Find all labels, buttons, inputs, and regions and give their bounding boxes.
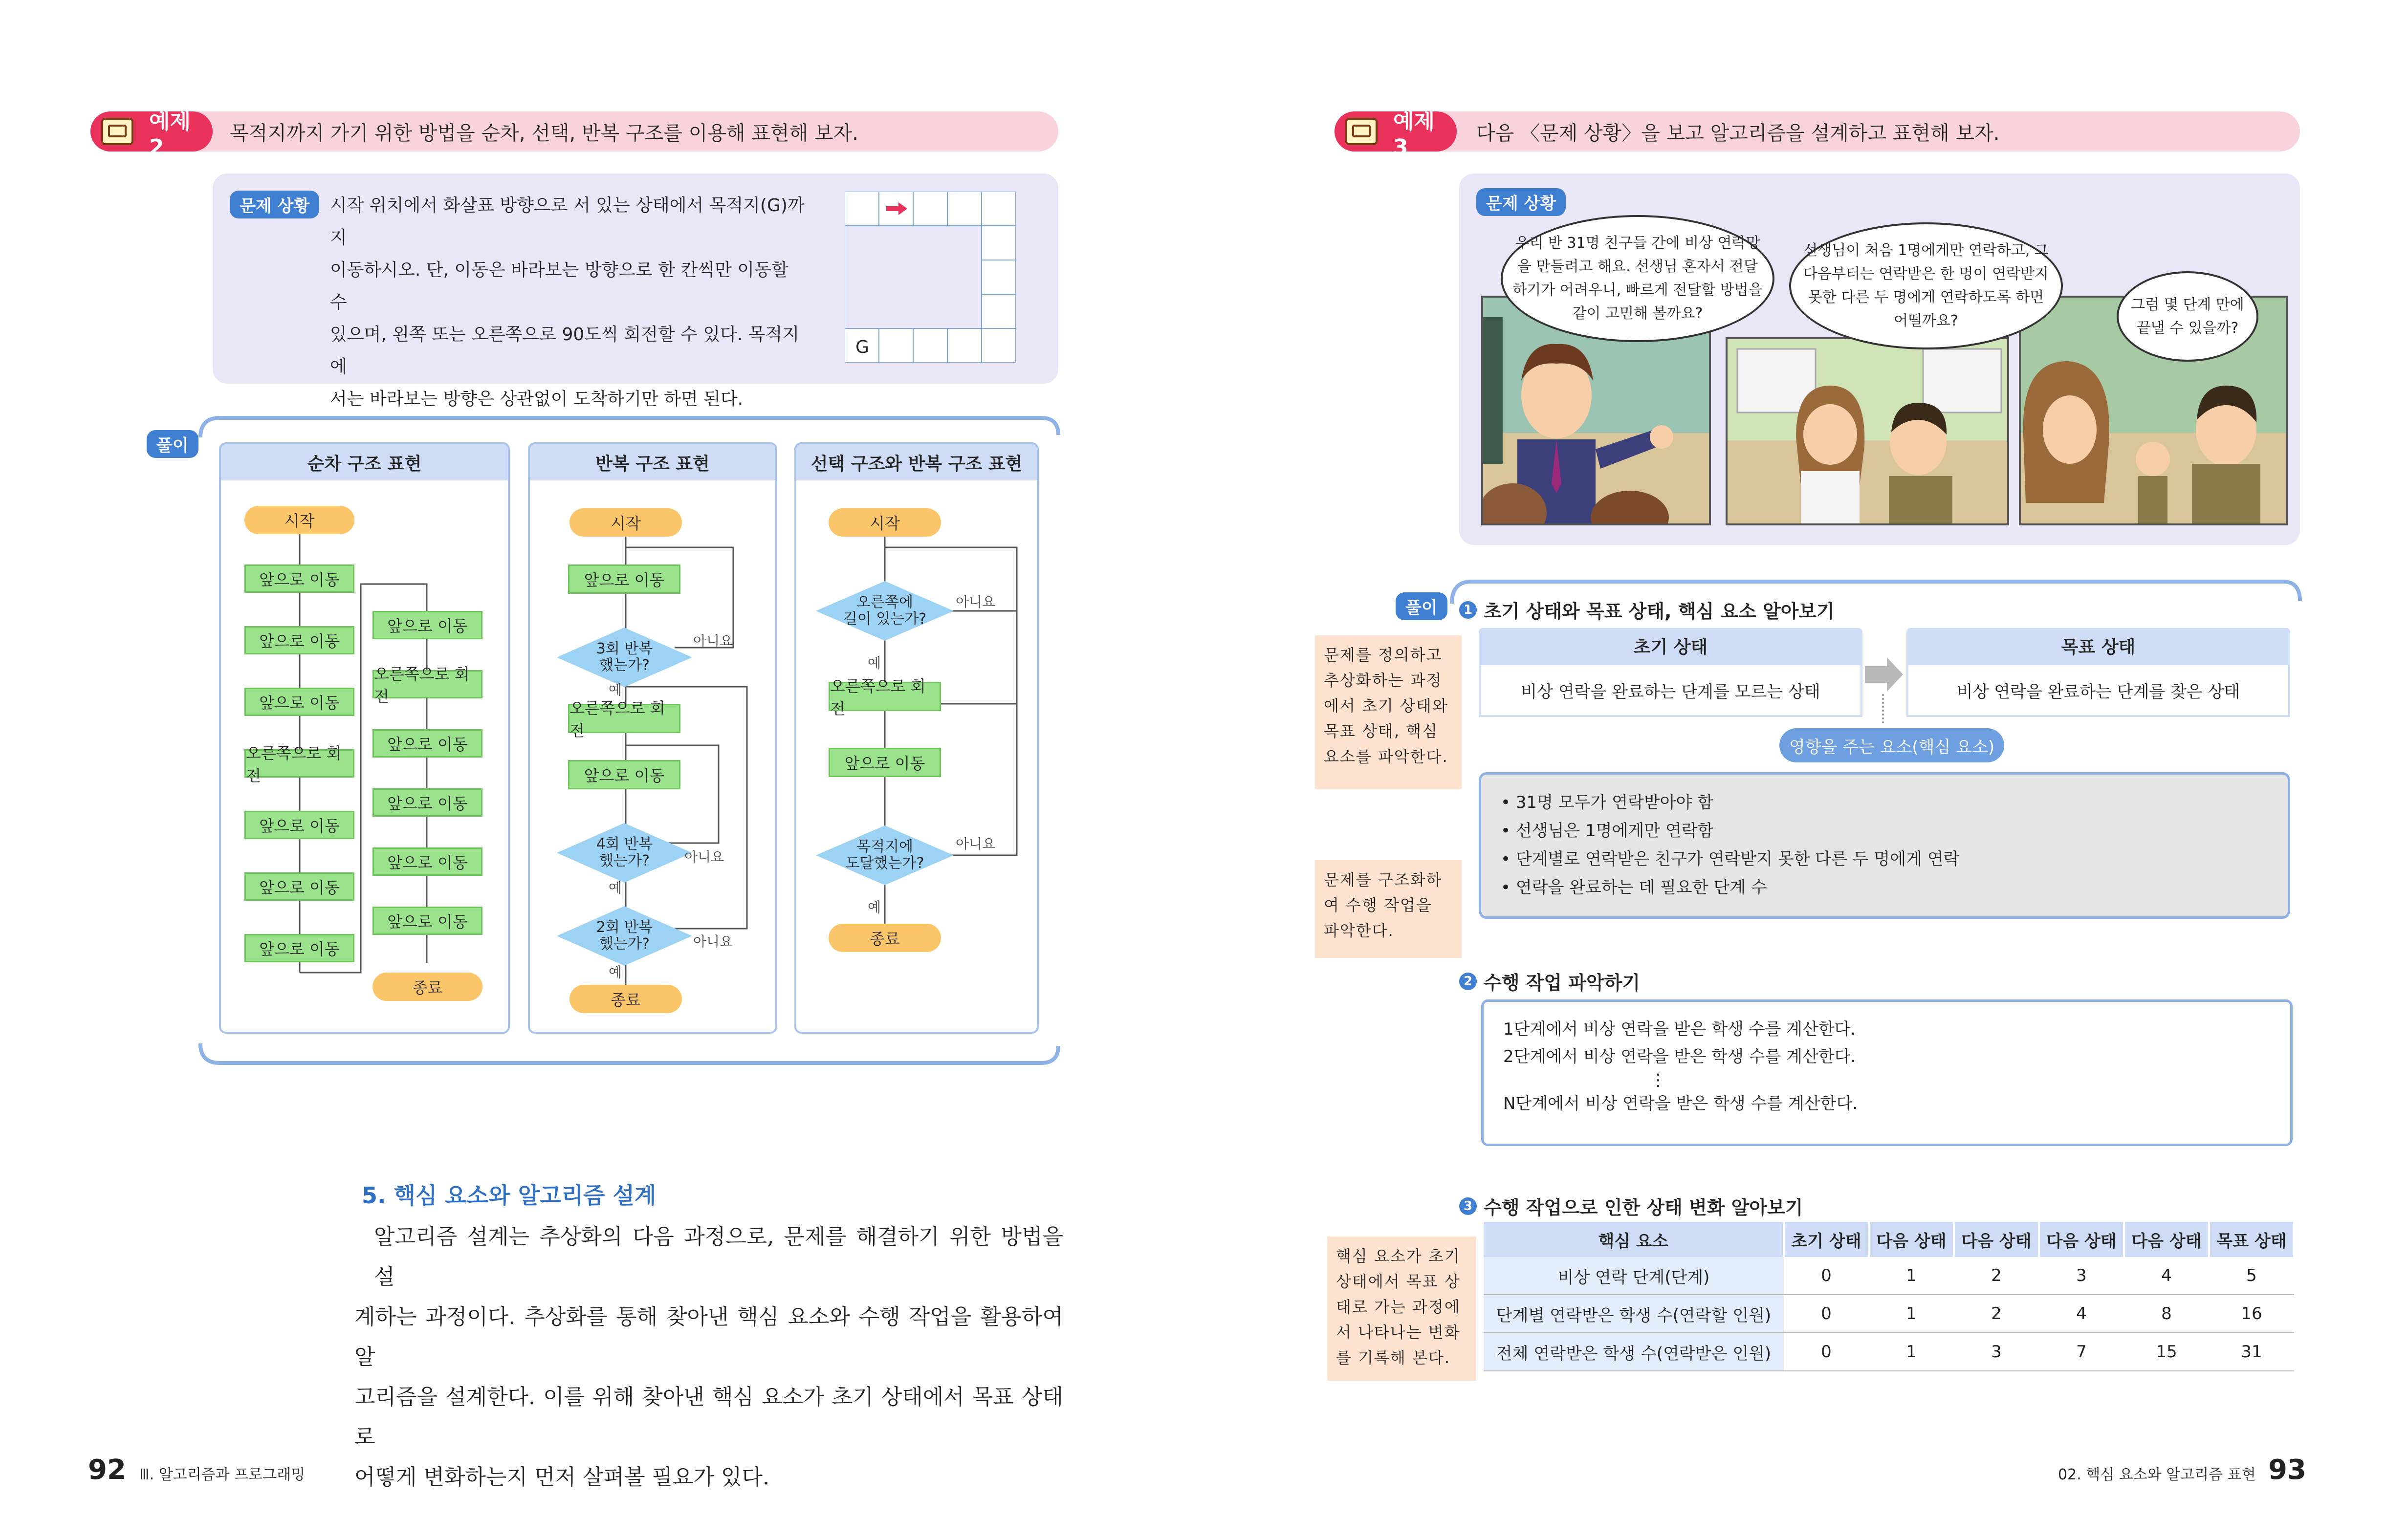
- speech-bubble-question: 그럼 몇 단계 만에 끝낼 수 있을까?: [2117, 271, 2258, 362]
- problem-line: 서는 바라보는 방향은 상관없이 도착하기만 하면 된다.: [330, 389, 744, 409]
- core-item: • 연락을 완료하는 데 필요한 단계 수: [1501, 878, 1767, 897]
- right-page-number: 93: [2268, 1454, 2306, 1486]
- example2-title: 목적지까지 가기 위한 방법을 순차, 선택, 반복 구조를 이용해 표현해 보자.: [230, 122, 858, 145]
- selrep-forward: 앞으로 이동: [829, 748, 941, 777]
- rep-no-3: 아니요: [693, 933, 733, 950]
- table-cell: 2: [1954, 1257, 2039, 1295]
- selrep-yes-2: 예: [868, 899, 881, 915]
- seq-step: 앞으로 이동: [244, 688, 354, 716]
- table-row: [1484, 1295, 2294, 1333]
- table-cell: 0: [1784, 1333, 1869, 1371]
- example-book-icon: [1345, 118, 1378, 145]
- seq-step: 오른쪽으로 회전: [372, 670, 482, 698]
- rep-no-1: 아니요: [693, 633, 733, 649]
- problem-line: 이동하시오. 단, 이동은 바라보는 방향으로 한 칸씩만 이동할 수: [330, 260, 788, 312]
- maze-goal-label: G: [855, 337, 869, 357]
- problem-tag-right: 문제 상황: [1476, 188, 1566, 216]
- core-item: • 선생님은 1명에게만 연락함: [1501, 821, 1714, 841]
- rep-decision-4: [555, 821, 694, 885]
- core-elements-tag: 영향을 주는 요소(핵심 요소): [1779, 728, 2004, 762]
- state-table-header-row: [1484, 1222, 2294, 1257]
- section5-line: 계하는 과정이다. 추상화를 통해 찾아낸 핵심 요소와 수행 작업을 활용하여 알: [354, 1304, 1063, 1369]
- students-illustration: [1728, 339, 2009, 525]
- table-cell: 1: [1869, 1295, 1954, 1333]
- problem-line: 있으며, 왼쪽 또는 오른쪽으로 90도씩 회전할 수 있다. 목적지에: [330, 325, 800, 377]
- step3-number: 3: [1459, 1197, 1477, 1215]
- step1-note: 문제를 정의하고 추상화하는 과정에서 초기 상태와 목표 상태, 핵심 요소를 파악한다.: [1315, 635, 1462, 789]
- rep-yes-2: 예: [609, 880, 622, 896]
- section5-line: 알고리즘 설계는 추상화의 다음 과정으로, 문제를 해결하기 위한 방법을 설: [374, 1224, 1063, 1289]
- table-cell: 4: [2039, 1295, 2124, 1333]
- seq-start: 시작: [244, 506, 354, 534]
- table-cell: 4: [2124, 1257, 2209, 1295]
- table-cell: 5: [2209, 1257, 2294, 1295]
- seq-step: 오른쪽으로 회전: [244, 749, 354, 778]
- section5-body: [354, 1217, 1063, 1497]
- example3-badge: [1335, 108, 1457, 160]
- selrep-start: 시작: [829, 508, 941, 537]
- selrep-decision-road-text: 오른쪽에 길이 있는가?: [843, 594, 927, 628]
- step2-line: N단계에서 비상 연락을 받은 학생 수를 계산한다.: [1503, 1094, 1858, 1113]
- selrep-turn-right: 오른쪽으로 회전: [829, 682, 941, 711]
- seq-step: 앞으로 이동: [244, 934, 354, 962]
- section5-title: 5. 핵심 요소와 알고리즘 설계: [362, 1182, 657, 1209]
- step2-title: [1459, 968, 1640, 995]
- table-cell: 8: [2124, 1295, 2209, 1333]
- state-table-header: 다음 상태: [1954, 1222, 2039, 1257]
- selrep-end: 종료: [829, 924, 941, 952]
- table-cell: 16: [2209, 1295, 2294, 1333]
- table-cell: 전체 연락받은 학생 수(연락받은 인원): [1484, 1333, 1784, 1371]
- seq-step: 앞으로 이동: [244, 626, 354, 654]
- init-state-head: 초기 상태: [1479, 628, 1862, 663]
- state-change-table: [1484, 1222, 2295, 1371]
- core-elements-box: [1479, 772, 2290, 919]
- table-cell: 15: [2124, 1333, 2209, 1371]
- step2-line: ⋮: [1650, 1070, 1666, 1090]
- seq-step: 앞으로 이동: [372, 907, 482, 935]
- seq-step: 앞으로 이동: [372, 788, 482, 817]
- goal-state-text: 비상 연락을 완료하는 단계를 찾은 상태: [1906, 663, 2290, 717]
- seq-step: 앞으로 이동: [244, 811, 354, 839]
- core-item: • 31명 모두가 연락받아야 함: [1501, 793, 1713, 812]
- step1-number: 1: [1459, 601, 1477, 619]
- example3-title: 다음 〈문제 상황〉을 보고 알고리즘을 설계하고 표현해 보자.: [1476, 122, 2000, 145]
- state-divider: [1882, 694, 1884, 723]
- example2-badge: [90, 108, 213, 160]
- table-cell: 3: [1954, 1333, 2039, 1371]
- start-arrow-icon: [886, 202, 907, 215]
- state-table-header: 목표 상태: [2209, 1222, 2294, 1257]
- table-cell: 비상 연락 단계(단계): [1484, 1257, 1784, 1295]
- seq-step: 앞으로 이동: [372, 611, 482, 639]
- step2-line: 1단계에서 비상 연락을 받은 학생 수를 계산한다.: [1503, 1019, 1856, 1039]
- step1-note-2: 문제를 구조화하여 수행 작업을 파악한다.: [1315, 860, 1462, 958]
- selrep-no-1: 아니요: [956, 594, 996, 610]
- step3-title: [1459, 1193, 1803, 1219]
- rep-forward-1: 앞으로 이동: [568, 564, 680, 594]
- state-table-header: 초기 상태: [1784, 1222, 1869, 1257]
- rep-no-2: 아니요: [684, 849, 724, 865]
- rep-decision-3-text: 3회 반복 했는가?: [596, 640, 653, 674]
- speech-bubble-student: 선생님이 처음 1명에게만 연락하고, 그다음부터는 연락받은 한 명이 연락받지 못한 다른 두 명에게 연락하도록 하면 어떨까요?: [1789, 222, 2063, 349]
- example-book-icon: [101, 118, 133, 145]
- rep-decision-2: [555, 904, 694, 968]
- core-item: • 단계별로 연락받은 친구가 연락받지 못한 다른 두 명에게 연락: [1501, 849, 1960, 869]
- rep-forward-2: 앞으로 이동: [568, 760, 680, 789]
- solution-tag-left: 풀이: [147, 430, 198, 458]
- step3-title-text: 수행 작업으로 인한 상태 변화 알아보기: [1484, 1197, 1803, 1218]
- table-cell: 7: [2039, 1333, 2124, 1371]
- example3-label: 예제 3: [1393, 108, 1435, 160]
- state-table-header: 다음 상태: [1869, 1222, 1954, 1257]
- section5-line: 어떻게 변화하는지 먼저 살펴볼 필요가 있다.: [354, 1465, 769, 1490]
- seq-card-title: 순차 구조 표현: [221, 444, 508, 480]
- example2-label: 예제 2: [149, 108, 191, 160]
- table-row: [1484, 1333, 2294, 1371]
- step3-note: 핵심 요소가 초기 상태에서 목표 상태로 가는 과정에서 나타나는 변화를 기록해 본다.: [1327, 1236, 1476, 1381]
- rep-end: 종료: [569, 985, 682, 1013]
- problem-line: 시작 위치에서 화살표 방향으로 서 있는 상태에서 목적지(G)까지: [330, 195, 805, 248]
- rep-decision-3: [555, 626, 694, 689]
- table-cell: 31: [2209, 1333, 2294, 1371]
- problem-text-left: [330, 190, 809, 415]
- table-cell: 0: [1784, 1257, 1869, 1295]
- maze-grid: [845, 192, 1016, 363]
- table-cell: 1: [1869, 1333, 1954, 1371]
- speech-bubble-teacher: 우리 반 31명 친구들 간에 비상 연락망을 만들려고 해요. 선생님 혼자서 전달하기가 어려우니, 빠르게 전달할 방법을 같이 고민해 볼까요?: [1501, 215, 1774, 342]
- step1-title-text: 초기 상태와 목표 상태, 핵심 요소 알아보기: [1484, 601, 1835, 622]
- maze-grid-svg: [845, 192, 1016, 363]
- selrep-yes-1: 예: [868, 655, 881, 671]
- rep-turn-right: 오른쪽으로 회전: [568, 704, 680, 733]
- rep-card-title: 반복 구조 표현: [530, 444, 775, 480]
- problem-tag-left: 문제 상황: [230, 191, 319, 218]
- table-cell: 1: [1869, 1257, 1954, 1295]
- selrep-no-2: 아니요: [956, 836, 996, 852]
- rep-decision-2-text: 2회 반복 했는가?: [596, 919, 653, 953]
- selrep-decision-road: [814, 579, 956, 643]
- right-footer-text: 02. 핵심 요소와 알고리즘 표현: [2058, 1466, 2256, 1483]
- step2-line: 2단계에서 비상 연락을 받은 학생 수를 계산한다.: [1503, 1047, 1856, 1066]
- rep-decision-4-text: 4회 반복 했는가?: [596, 836, 653, 869]
- step2-box: [1481, 999, 2293, 1146]
- rep-start: 시작: [569, 508, 682, 537]
- table-cell: 2: [1954, 1295, 2039, 1333]
- state-arrow-icon: [1865, 657, 1904, 692]
- state-table-header: 다음 상태: [2124, 1222, 2209, 1257]
- selrep-decision-goal-text: 목적지에 도달했는가?: [845, 838, 924, 872]
- section5-line: 고리즘을 설계한다. 이를 위해 찾아낸 핵심 요소가 초기 상태에서 목표 상태로: [354, 1385, 1063, 1450]
- seq-step: 앞으로 이동: [372, 847, 482, 876]
- rep-yes-3: 예: [609, 964, 622, 980]
- left-page-number: 92: [88, 1454, 126, 1486]
- table-cell: 0: [1784, 1295, 1869, 1333]
- selrep-decision-goal: [814, 824, 956, 887]
- step1-title: [1459, 596, 1835, 623]
- table-cell: 단계별 연락받은 학생 수(연락할 인원): [1484, 1295, 1784, 1333]
- selrep-card-title: 선택 구조와 반복 구조 표현: [796, 444, 1037, 480]
- seq-step: 앞으로 이동: [372, 729, 482, 758]
- solution-tag-right: 풀이: [1396, 592, 1447, 620]
- goal-state-head: 목표 상태: [1906, 628, 2290, 663]
- step2-number: 2: [1459, 973, 1477, 990]
- rep-yes-1: 예: [609, 682, 622, 698]
- comic-panel-2: [1726, 337, 2009, 525]
- seq-end: 종료: [372, 973, 482, 1001]
- init-state-text: 비상 연락을 완료하는 단계를 모르는 상태: [1479, 663, 1862, 717]
- seq-step: 앞으로 이동: [244, 564, 354, 593]
- state-table-header: 다음 상태: [2039, 1222, 2124, 1257]
- seq-step: 앞으로 이동: [244, 872, 354, 901]
- state-table-header: 핵심 요소: [1484, 1222, 1784, 1257]
- table-row: [1484, 1257, 2294, 1295]
- table-cell: 3: [2039, 1257, 2124, 1295]
- left-footer-text: Ⅲ. 알고리즘과 프로그래밍: [139, 1466, 306, 1483]
- step2-title-text: 수행 작업 파악하기: [1484, 972, 1641, 994]
